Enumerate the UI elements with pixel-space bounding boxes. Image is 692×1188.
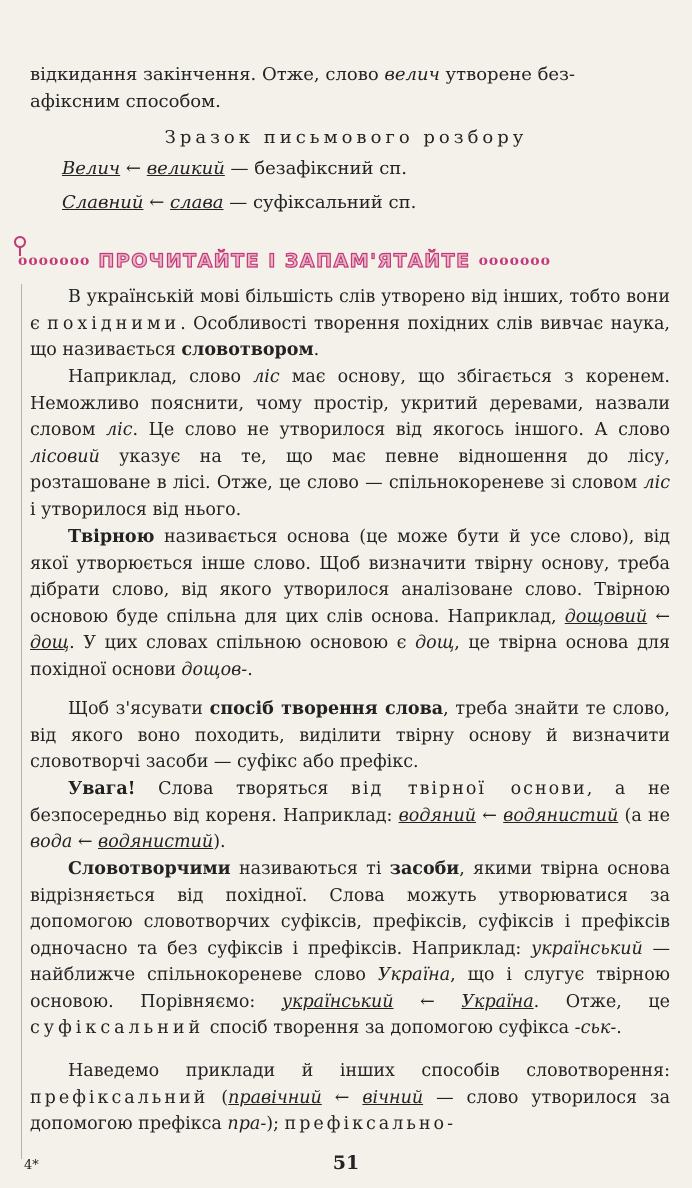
p3-h: , це твірна основа для похідної основи — [30, 633, 670, 680]
section-divider-line — [21, 284, 22, 1159]
p2-h: ліс — [643, 473, 670, 493]
p6-b: називаються ті — [230, 859, 390, 879]
p6-k: Україна — [461, 991, 534, 1012]
p1-text-a: В українській мові більшість слів утворено від інших, тобто вони є — [30, 287, 670, 334]
p4-b: спосіб творення слова — [209, 699, 444, 719]
p1-text-b: . Особливості творення похідних слів вивчає наука, що називається — [30, 313, 670, 360]
p3-e: дощ — [30, 633, 70, 653]
p5-b: Слова творяться — [135, 779, 352, 799]
p1-text-d: . — [313, 340, 320, 360]
p3-a: Твірною — [68, 527, 155, 547]
p6-m: суфіксальний — [30, 1018, 205, 1038]
p2-d: ліс — [105, 420, 133, 440]
p6-o: -ськ- — [574, 1018, 617, 1038]
p7-c: ( — [208, 1087, 229, 1108]
sample-title: Зразок письмового розбору — [164, 127, 528, 148]
p7-h: пра- — [227, 1114, 267, 1134]
p2-c: має основу, що збігається з коренем. Неможливо пояснити, чому простір, укритий деревами, назвали словом — [30, 367, 670, 440]
paragraph-4 — [30, 696, 670, 776]
p2-e: . Це слово не утворилося від якогось іншого. А слово — [132, 420, 670, 440]
p3-arrow-icon: ← — [647, 606, 670, 627]
p5-k: водянистий — [98, 832, 214, 852]
p5-h: (а не — [618, 805, 670, 826]
p3-i: дощов- — [181, 659, 248, 680]
p5-c: від твірної основи — [351, 779, 587, 799]
p7-j: префіксально- — [284, 1114, 456, 1134]
p6-i: український — [281, 991, 394, 1012]
p6-l: . Отже, це — [533, 991, 670, 1012]
p3-f: . У цих словах спільною основою є — [69, 633, 416, 653]
sheet-signature: 4* — [24, 1158, 39, 1173]
paragraph-1 — [30, 284, 670, 364]
intro-line2: афіксним способом. — [30, 90, 221, 112]
paragraph-2 — [30, 364, 670, 523]
p1-spaced: похідними — [47, 313, 181, 334]
p3-b: називається основа (це може бути й усе слово), від якої утворюється інше слово. Щоб визначити твірну основу, треба дібрати слово, від якого утворилося аналізоване слово. Твірною основою буде спільна для цих слів основа. Наприклад, — [30, 527, 670, 627]
p5-arrow2-icon: ← — [72, 832, 99, 852]
p7-b: префіксальний — [30, 1087, 209, 1108]
intro-word-velych: велич — [384, 64, 440, 85]
p2-b: ліс — [253, 367, 280, 387]
p6-p: . — [616, 1018, 622, 1038]
banner-dots-left: ооооооо — [18, 253, 91, 269]
paragraph-7 — [30, 1058, 670, 1138]
p7-i: ); — [266, 1114, 285, 1134]
p6-d: , якими твірна основа відрізняється від похідної. Слова можуть утворюватися за допомогою словотворчих суфіксів, префіксів, суфіксів і префіксів одночасно та без суфіксів і префіксів. Наприклад: — [30, 859, 671, 959]
p6-n: спосіб творення за допомогою суфікса — [204, 1018, 575, 1038]
p6-f: — найближче спільнокореневе слово — [30, 938, 670, 985]
intro-line1-start: відкидання закінчення. Отже, слово — [30, 64, 385, 85]
paragraph-3 — [30, 524, 670, 683]
p6-h: , що і слугує твірною основою. Порівняємо: — [30, 965, 670, 1012]
sample-example-1 — [62, 158, 407, 179]
p7-d: правічний — [228, 1087, 322, 1108]
p5-a: Увага! — [68, 779, 136, 799]
p5-d: , а не безпосередньо від кореня. Наприклад: — [30, 779, 670, 826]
p6-c: засоби — [389, 859, 460, 879]
p1-term: словотвором — [181, 340, 314, 360]
ex1-base: великий — [146, 158, 225, 179]
p4-a: Щоб з'ясувати — [68, 699, 210, 719]
p6-e: український — [531, 938, 643, 959]
p4-c: , треба знайти те слово, від якого воно походить, виділити твірну основу й визначити словотворчі засоби — суфікс або префікс. — [30, 699, 670, 772]
p5-g: водянистий — [503, 805, 619, 826]
ex2-word: Славний — [62, 192, 144, 213]
p7-g: — слово утворилося за допомогою префікса — [30, 1087, 671, 1134]
ex1-arrow-icon: ← — [125, 158, 141, 179]
p7-a: Наведемо приклади й інших способів словотворення: — [68, 1061, 670, 1081]
p7-arrow-icon: ← — [321, 1087, 363, 1108]
p3-c: дощовий — [564, 606, 648, 627]
p2-f: лісовий — [30, 446, 100, 467]
ex1-word: Велич — [62, 158, 121, 179]
ex2-base: слава — [170, 192, 224, 213]
p7-f: вічний — [362, 1087, 424, 1108]
paragraph-6 — [30, 856, 670, 1042]
p3-g: дощ — [415, 633, 455, 653]
p5-arrow-icon: ← — [476, 805, 504, 826]
p5-i: вода — [30, 832, 73, 852]
page-number: 51 — [332, 1152, 360, 1174]
p2-a: Наприклад, слово — [68, 367, 254, 387]
p2-g: указує на те, що має певне відношення до лісу, розташоване в лісі. Отже, це слово — спільнокореневе зі словом — [30, 446, 670, 493]
intro-line1-end: утворене без- — [439, 64, 575, 85]
ex1-desc: — безафіксний сп. — [224, 158, 407, 179]
intro-text — [30, 62, 670, 115]
p5-l: ). — [213, 832, 226, 852]
p3-j: . — [247, 659, 253, 680]
ex2-arrow-icon: ← — [149, 192, 165, 213]
p5-e: водяний — [398, 805, 477, 826]
p6-a: Словотворчими — [68, 859, 231, 879]
p6-g: Україна — [377, 965, 451, 985]
p2-i: і утворилося від нього. — [30, 499, 242, 520]
ex2-desc: — суфіксальний сп. — [223, 192, 417, 213]
banner-title: ПРОЧИТАЙТЕ І ЗАПАМ'ЯТАЙТЕ — [98, 250, 471, 272]
p6-arrow-icon: ← — [393, 991, 462, 1012]
paragraph-5 — [30, 776, 670, 856]
sample-example-2 — [62, 192, 416, 213]
memorize-banner — [18, 246, 673, 276]
banner-dots-right: ооооооо — [478, 253, 551, 269]
